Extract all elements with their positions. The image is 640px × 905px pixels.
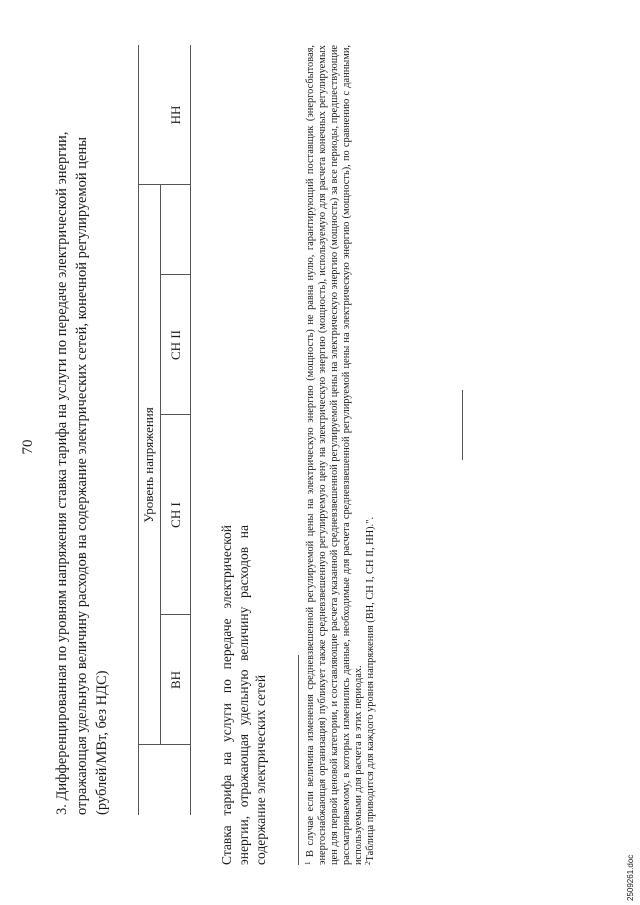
row-label: Ставка тарифа на услуги по передаче электрической энергии, отражающая удельную величину расходов на содержание электрических сетей [219, 525, 268, 865]
heading-line: (рублей/МВт, без НДС) [94, 670, 110, 815]
footnote-mark: 2 [363, 861, 372, 865]
page-number: 70 [20, 439, 36, 455]
footnote-mark: 1 [304, 861, 312, 865]
column-header-nn: НН [168, 105, 183, 125]
footnotes [305, 45, 376, 865]
footnote-text: Таблица приводится для каждого уровня напряжения (ВН, СН I, СН II, НН).". [364, 516, 376, 862]
table-border-bottom [190, 45, 191, 815]
footnote-2 [365, 45, 377, 865]
heading-line: 3. Дифференцированная по уровням напряжения ставка тарифа на услуги по передаче электрической энергии, [54, 131, 70, 815]
document-id: 2509261.doc [626, 854, 635, 901]
heading-line: отражающая удельную величину расходов на содержание электрических сетей, конечной регулируемой цены [74, 137, 90, 815]
footnote-separator [298, 655, 299, 865]
footnote-text: В случае если величина изменения средневзвешенной регулируемой цены на электрическую энергию (мощность) не равна нулю, гарантирующий поставщик (энергосбытовая, энергоснабжающая организация) публикует также средневзвешенную регулируемую цену на электрическую энергию (мощность), используемую для расчета конечных регулируемых цен для первой ценовой категории, и составляющие расчета указанной средневзвешенной регулируемой цены на электрическую энергию (мощность) за все периоды, предшествующие рассматриваемому, в которых изменились данные, необходимые для расчета средневзвешенной регулируемой цены на электрическую энергию (мощность), по сравнению с данными, используемыми для расчета в этих периодах. [305, 44, 364, 865]
table-border-top [138, 45, 139, 815]
column-header-sn1: СН I [168, 502, 183, 528]
footnote-1 [305, 45, 365, 865]
column-header-sn2: СН II [168, 330, 183, 360]
group-header: Уровень напряжения [141, 407, 156, 523]
column-header-vn: ВН [168, 670, 183, 690]
section-heading [52, 45, 112, 815]
center-separator [462, 390, 463, 460]
table-header-divider [160, 185, 161, 745]
tariff-table [138, 45, 191, 815]
